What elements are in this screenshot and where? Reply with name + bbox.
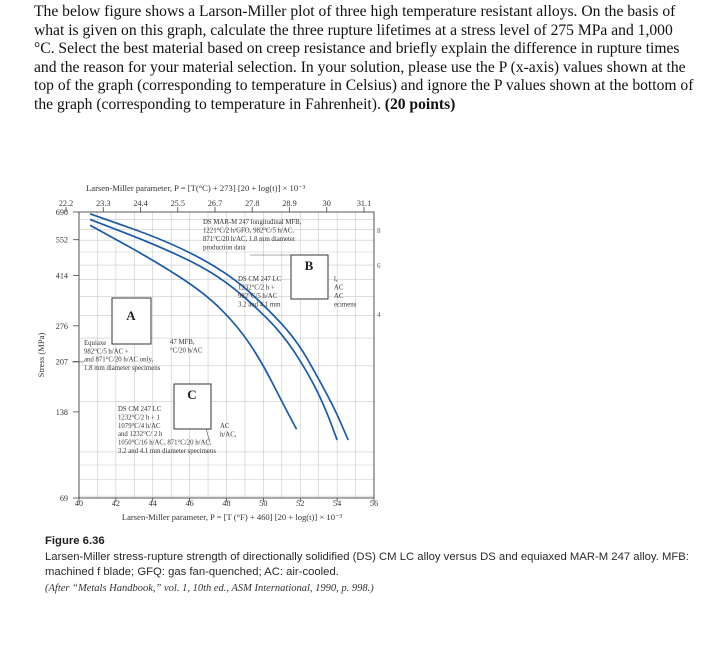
bottom-tick-label: 54 bbox=[333, 499, 342, 508]
annotation-equiaxed: Equiaxe bbox=[84, 340, 107, 347]
caption-text: Larsen-Miller stress-rupture strength of directionally solidified (DS) CM LC alloy versus DS and equiaxed MAR-M 247 alloy. MFB: machined f blade; GFQ: gas fan-quenched; AC: air-cooled. bbox=[45, 550, 689, 578]
y-axis-label: Stress (MPa) bbox=[36, 332, 46, 378]
right-tick-label: 6 bbox=[377, 262, 381, 270]
left-tick-label: 138 bbox=[55, 407, 68, 417]
left-tick-label: 690 bbox=[55, 208, 68, 217]
top-tick-label: 25.5 bbox=[170, 199, 185, 208]
top-axis-label: Larsen-Miller parameter, P = [T(°C) + 273] [20 + log(t)] × 10⁻³ bbox=[86, 183, 306, 193]
left-tick-label: 207 bbox=[55, 357, 68, 367]
top-tick-label: 27.8 bbox=[245, 199, 260, 208]
bottom-tick-label: 50 bbox=[259, 499, 268, 508]
annotation-equiaxed: 1.8 mm diameter specimens bbox=[84, 364, 161, 372]
annotation-dscm247-top: 3.2 and 4.1 mm bbox=[238, 301, 281, 309]
annotation-dscm247-bottom: DS CM 247 LC bbox=[118, 406, 162, 413]
right-tick-label: 4 bbox=[377, 311, 381, 319]
figure-caption bbox=[45, 534, 695, 596]
figure-label: Figure 6.36 bbox=[45, 535, 105, 547]
annotation-dscm247-top: 982°C/5 h/AC bbox=[238, 293, 278, 300]
top-tick-label: 24.4 bbox=[133, 199, 148, 208]
annotation-dscm247-bottom-cut: h/AC, bbox=[220, 431, 237, 439]
annotation-dscm247-top: DS CM 247 LC bbox=[238, 276, 282, 283]
annotation-dscm247-top: 1232°C/2 h + bbox=[238, 284, 275, 292]
top-tick-label: 28.9 bbox=[282, 199, 297, 208]
bottom-tick-label: 40 bbox=[74, 499, 84, 508]
annotation-dscm247-bottom: 3.2 and 4.1 mm diameter specimens bbox=[118, 448, 216, 455]
annotation-dscm247-top-cut: AC bbox=[334, 293, 344, 300]
annotation-dscm247-bottom: 1050°C/16 h/AC, 871°C/20 h/AC, bbox=[118, 439, 212, 447]
bottom-tick-label: 48 bbox=[222, 499, 231, 508]
marker-label-b: B bbox=[304, 258, 314, 273]
annotation-equiaxed: 982°C/5 h/AC + bbox=[84, 348, 129, 356]
question-points: (20 points) bbox=[384, 95, 456, 113]
annotation-equiaxed: and 871°C/20 h/AC only, bbox=[84, 356, 154, 364]
annotation-dscm247-top-cut: AC bbox=[334, 284, 344, 292]
top-tick-label: 26.7 bbox=[207, 199, 223, 208]
annotation-dsmarm247: production data bbox=[203, 244, 246, 252]
left-tick-label: 414 bbox=[55, 271, 68, 281]
left-tick-label: 276 bbox=[55, 321, 68, 331]
bottom-tick-label: 44 bbox=[148, 499, 157, 508]
annotation-dsmarm247: 871°C/20 h/AC, 1.8 mm diameter bbox=[203, 236, 296, 243]
top-tick-label: 30 bbox=[322, 199, 331, 208]
top-tick-label: 23.3 bbox=[96, 199, 111, 208]
chart-annotations bbox=[72, 219, 357, 455]
annotation-dsmarm247: DS MAR-M 247 longitudinal MFB, bbox=[203, 219, 302, 226]
bottom-tick-label: 52 bbox=[296, 499, 305, 508]
bottom-tick-label: 46 bbox=[185, 499, 194, 508]
marker-label-c: C bbox=[187, 387, 197, 402]
caption-source: (After “Metals Handbook,” vol. 1, 10th ed., ASM International, 1990, p. 998.) bbox=[45, 582, 374, 594]
question-body: The below figure shows a Larson-Miller plot of three high temperature resistant alloys. On the basis of what is given on this graph, calculate the three rupture lifetimes at a stress level of 275 MPa and 1,000 °C. Select the best material based on creep resistance and briefly explain the difference in rupture times and the reason for your material selection. In your solution, please use the P (x-axis) values shown at the top of the graph (corresponding to temperature in Celsius) and ignore the P values shown at the bottom of the graph (corresponding to temperature in Fahrenheit). bbox=[34, 3, 694, 113]
annotation-dscm247-bottom: and 1232°C/ 2 h bbox=[118, 431, 163, 439]
annotation-dscm247-bottom: 1079°C/4 h/AC bbox=[118, 422, 161, 430]
annotation-equiaxed-cut: 47 MFB, bbox=[170, 339, 195, 346]
annotation-dscm247-top-cut: ecimens bbox=[334, 301, 357, 309]
annotation-dscm247-top-cut: l, bbox=[334, 276, 338, 283]
bottom-axis-label: Larsen-Miller parameter, P = [T (°F) + 460] [20 + log(t)] × 10⁻³ bbox=[121, 512, 343, 522]
top-tick-label: 31.1 bbox=[356, 199, 372, 208]
right-tick-label: 8 bbox=[377, 227, 381, 235]
bottom-tick-label: 42 bbox=[111, 499, 120, 508]
marker-label-a: A bbox=[126, 308, 136, 323]
annotation-dscm247-bottom-cut: AC bbox=[220, 423, 230, 430]
annotation-dsmarm247: 1221°C/2 h/GFO, 982°C/5 h/AC, bbox=[203, 227, 294, 235]
annotation-equiaxed-cut: °C/20 h/AC bbox=[170, 347, 203, 355]
left-tick-label: 552 bbox=[55, 235, 68, 245]
left-tick-label: 69 bbox=[59, 494, 68, 503]
annotation-dscm247-bottom: 1232°C/2 h + 1 bbox=[118, 414, 160, 422]
bottom-tick-label: 56 bbox=[369, 499, 379, 508]
top-tick-label: 22.2 bbox=[58, 199, 74, 208]
